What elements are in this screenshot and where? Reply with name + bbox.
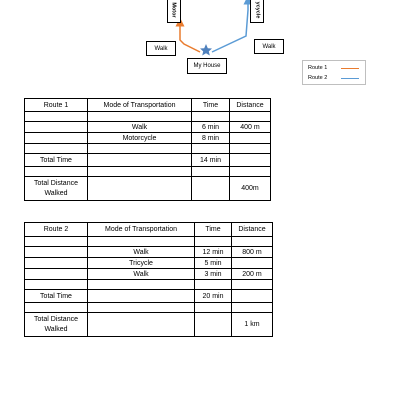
route1-header-mode: Mode of Transportation [88,99,192,112]
table-row [25,290,273,303]
table-cell [25,112,88,122]
route1-path [180,22,200,52]
table-cell: 8 min [192,133,230,144]
table-cell: Walk [88,122,192,133]
table-cell [232,258,273,269]
route1-table [24,98,271,201]
legend-route1-label: Route 1 [308,65,328,71]
table-cell [25,144,88,154]
table-cell [25,122,88,133]
walk-box-left-label: Walk [154,45,168,52]
table-cell [25,237,88,247]
legend-route2-swatch [341,78,359,79]
table-cell: Tricycle [88,258,195,269]
table-cell [195,237,232,247]
table-cell [232,290,273,303]
table-cell: 800 m [232,247,273,258]
table-cell [230,144,271,154]
table-row [25,313,273,337]
table-cell [88,303,195,313]
table-cell [88,154,192,167]
table-row [25,133,271,144]
table-cell [88,237,195,247]
table-cell: 200 m [232,269,273,280]
table-row [25,154,271,167]
table-row [25,237,273,247]
table-cell [25,167,88,177]
table-row [25,303,273,313]
table-row [25,258,273,269]
table-cell: 400m [230,177,271,201]
legend-item-route1 [308,65,327,71]
legend-route2-label: Route 2 [308,75,328,81]
table-cell [88,112,192,122]
table-cell: 6 min [192,122,230,133]
table-cell [230,167,271,177]
table-cell: Total Distance Walked [25,313,88,337]
walk-box-right [254,39,284,54]
route1-header-row [25,99,271,112]
route1-header-distance: Distance [230,99,271,112]
table-cell [232,303,273,313]
table-cell [88,177,192,201]
table-cell [232,280,273,290]
table-row [25,269,273,280]
tricycle-box-label: ycycle [254,1,261,18]
table-cell [25,258,88,269]
route2-header-row [25,223,273,237]
table-cell: 12 min [195,247,232,258]
table-cell: Walk [88,269,195,280]
table-cell [25,269,88,280]
table-cell: Total Distance Walked [25,177,88,201]
walk-box-right-label: Walk [262,43,276,50]
table-cell [230,112,271,122]
legend-item-route2 [308,75,327,81]
star-icon [200,44,212,56]
table-cell [192,177,230,201]
table-row [25,144,271,154]
route2-header-route: Route 2 [25,223,88,237]
route2-header-distance: Distance [232,223,273,237]
table-cell: 20 min [195,290,232,303]
table-row [25,167,271,177]
table-cell: 14 min [192,154,230,167]
table-cell [25,247,88,258]
legend [302,60,366,85]
route1-header-route: Route 1 [25,99,88,112]
table-cell: 5 min [195,258,232,269]
legend-route1-swatch [341,68,359,69]
table-cell [230,133,271,144]
my-house-box [187,58,227,74]
table-cell [195,280,232,290]
route2-table [24,222,273,337]
motorcycle-box-label: Motor [171,1,177,18]
my-house-label: My House [193,63,221,69]
table-cell [232,237,273,247]
table-row [25,280,273,290]
table-cell: 3 min [195,269,232,280]
walk-box-left [146,41,176,56]
table-cell [192,144,230,154]
table-cell [88,290,195,303]
route2-path [212,0,248,52]
table-cell [25,280,88,290]
route2-header-time: Time [195,223,232,237]
table-cell: Motorcycle [88,133,192,144]
table-cell [88,167,192,177]
table-row [25,122,271,133]
table-cell: Walk [88,247,195,258]
route2-header-mode: Mode of Transportation [88,223,195,237]
table-cell: 1 km [232,313,273,337]
table-cell: Total Time [25,154,88,167]
table-cell [195,313,232,337]
table-cell [192,112,230,122]
table-cell: Total Time [25,290,88,303]
table-row [25,247,273,258]
table-row [25,112,271,122]
route1-header-time: Time [192,99,230,112]
table-row [25,177,271,201]
table-cell [192,167,230,177]
table-cell [88,313,195,337]
table-cell [88,280,195,290]
table-cell [195,303,232,313]
motorcycle-box [167,0,181,23]
table-cell [25,303,88,313]
table-cell [25,133,88,144]
tricycle-box [250,0,264,23]
table-cell [230,154,271,167]
table-cell: 400 m [230,122,271,133]
table-cell [88,144,192,154]
